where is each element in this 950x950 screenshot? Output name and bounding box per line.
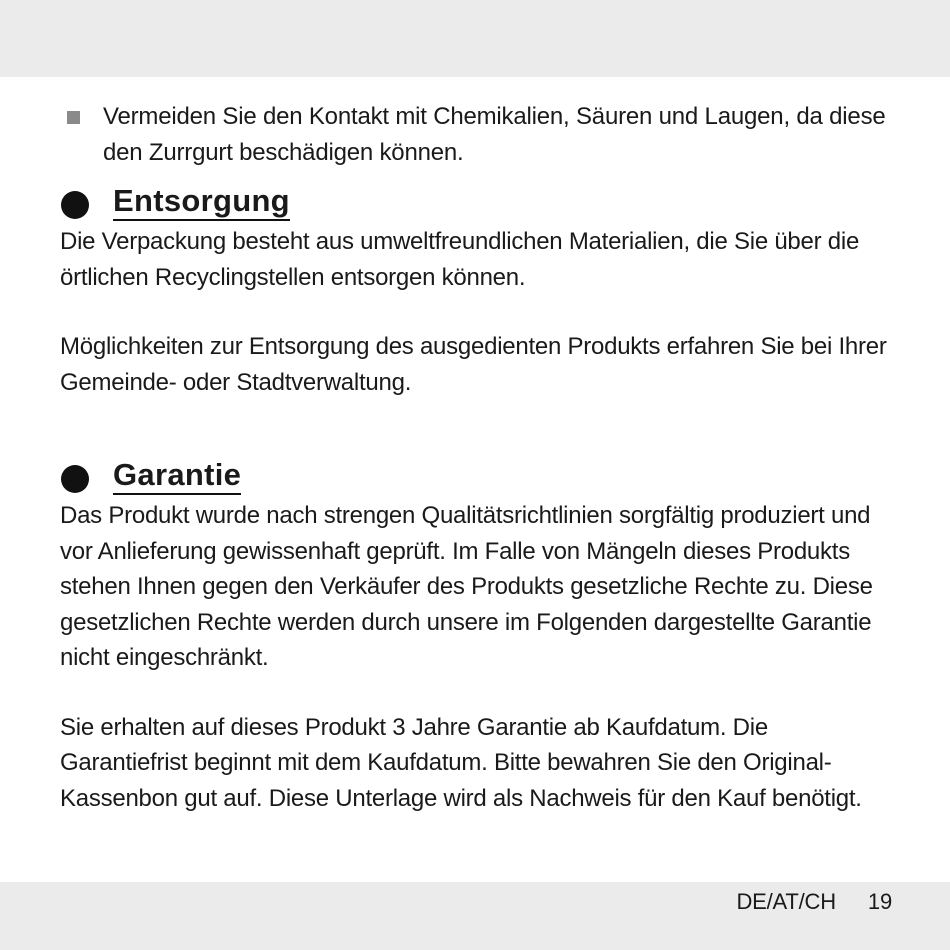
square-bullet-icon bbox=[67, 111, 80, 124]
page-number: 19 bbox=[867, 889, 892, 914]
heading-text: Garantie bbox=[113, 458, 241, 495]
paragraph: Sie erhalten auf dieses Produkt 3 Jahre Garantie ab Kaufdatum. Die Garantiefrist beginnt mit dem Kaufdatum. Bitte bewahren Sie den Original-Kassenbon gut auf. Diese Unterlage wird als Nachweis für den Kauf benötigt. bbox=[60, 713, 862, 812]
footer-region: DE/AT/CH bbox=[736, 889, 836, 914]
heading-text: Entsorgung bbox=[113, 184, 290, 221]
page-footer bbox=[0, 882, 950, 950]
footer-text bbox=[736, 887, 892, 917]
circle-bullet-icon bbox=[61, 191, 89, 219]
paragraph: Die Verpackung besteht aus umweltfreundlichen Materialien, die Sie über die örtlichen Recyclingstellen entsorgen können. bbox=[60, 228, 860, 291]
page-content bbox=[60, 99, 900, 816]
paragraph: Möglichkeiten zur Entsorgung des ausgedienten Produkts erfahren Sie bei Ihrer Gemeinde- oder Stadtverwaltung. bbox=[60, 333, 887, 396]
document-page bbox=[0, 77, 950, 882]
bullet-text: Vermeiden Sie den Kontakt mit Chemikalien, Säuren und Laugen, da diese den Zurrgurt beschädigen können. bbox=[103, 103, 886, 166]
circle-bullet-icon bbox=[61, 465, 89, 493]
section-heading-warranty bbox=[60, 458, 900, 498]
bullet-list-item bbox=[60, 99, 900, 171]
top-margin bbox=[0, 0, 950, 77]
section-heading-disposal bbox=[60, 184, 900, 224]
paragraph: Das Produkt wurde nach strengen Qualitätsrichtlinien sorgfältig produziert und vor Anlieferung gewissenhaft geprüft. Im Falle von Mängeln dieses Produkts stehen Ihnen gegen den Verkäufer des Produkts gesetzliche Rechte zu. Diese gesetzlichen Rechte werden durch unsere im Folgenden dargestellte Garantie nicht eingeschränkt. bbox=[60, 502, 873, 671]
